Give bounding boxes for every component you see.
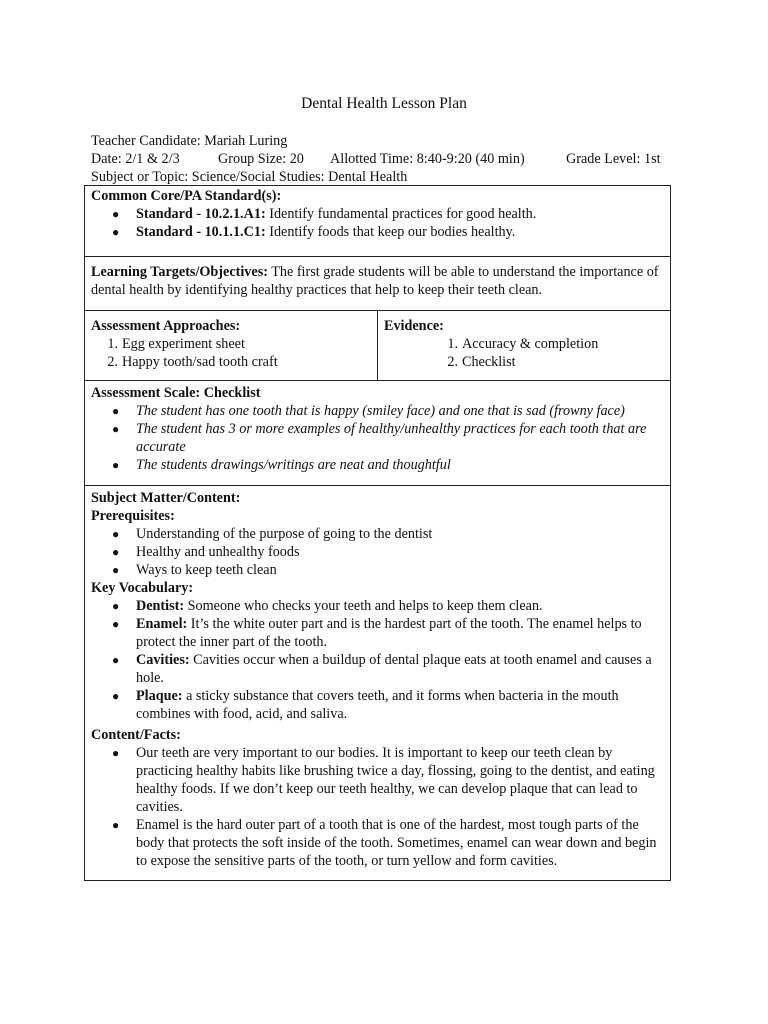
vocab-heading: Key Vocabulary: — [91, 580, 194, 596]
list-item — [91, 223, 664, 241]
list-item: ● The student has 3 or more examples of healthy/unhealthy practices for each tooth that are accurate — [91, 420, 664, 456]
list-item — [91, 687, 664, 723]
evidence-list — [384, 335, 664, 371]
standard-code: Standard - 10.1.1.C1: — [136, 224, 266, 240]
list-item: 1. Egg experiment sheet — [107, 336, 245, 352]
vocab-def: a sticky substance that covers teeth, and it forms when bacteria in the mouth combines with food, acid, and saliva. — [136, 688, 619, 722]
standards-heading: Common Core/PA Standard(s): — [91, 188, 282, 204]
list-item: 2. Happy tooth/sad tooth craft — [107, 354, 278, 370]
assessment-heading: Assessment Approaches: — [91, 318, 241, 334]
lesson-plan-table — [84, 185, 671, 881]
objectives-text: The first grade students will be able to understand the importance of dental health by identifying healthy practices that help to keep their teeth clean. — [91, 264, 659, 298]
teacher-row — [91, 132, 681, 150]
assessment-cell — [85, 311, 378, 381]
scale-list — [91, 402, 664, 474]
list-item: ● Ways to keep teeth clean — [91, 561, 664, 579]
list-item: ● Understanding of the purpose of going to the dentist — [91, 525, 664, 543]
details-row — [91, 150, 681, 168]
assessment-row — [85, 311, 671, 381]
list-item: ● Enamel is the hard outer part of a tooth that is one of the hardest, most tough parts of the body that protects the soft inside of the tooth. Sometimes, enamel can wear down and begin to expose the sensitive parts of the tooth, or turn yellow and form cavities. — [91, 816, 664, 870]
list-item: 2. Checklist — [447, 354, 516, 370]
subject-topic: Subject or Topic: Science/Social Studies: Dental Health — [91, 169, 408, 185]
list-item — [91, 651, 664, 687]
objectives-heading: Learning Targets/Objectives: — [91, 264, 268, 280]
standard-text: Identify fundamental practices for good health. — [265, 206, 537, 222]
objectives-cell — [85, 257, 671, 311]
content-row — [85, 486, 671, 881]
list-item — [91, 615, 664, 651]
standard-text: Identify foods that keep our bodies healthy. — [265, 224, 516, 240]
vocab-term: Plaque: — [136, 688, 183, 704]
evidence-cell — [378, 311, 671, 381]
lesson-date: Date: 2/1 & 2/3 — [91, 151, 180, 167]
evidence-heading: Evidence: — [384, 318, 444, 334]
standards-list — [91, 205, 664, 241]
scale-row — [85, 381, 671, 486]
content-cell — [85, 486, 671, 881]
vocab-def: Cavities occur when a buildup of dental plaque eats at tooth enamel and causes a hole. — [136, 652, 652, 686]
teacher-candidate: Teacher Candidate: Mariah Luring — [91, 133, 288, 149]
assessment-list — [91, 335, 371, 371]
group-size: Group Size: 20 — [218, 151, 304, 167]
list-item — [91, 597, 664, 615]
objectives-row — [85, 257, 671, 311]
document-title: Dental Health Lesson Plan — [301, 95, 467, 112]
grade-level: Grade Level: 1st — [566, 151, 661, 167]
lesson-header — [91, 132, 681, 186]
list-item — [91, 205, 664, 223]
facts-list — [91, 744, 664, 870]
prereq-heading: Prerequisites: — [91, 508, 175, 524]
vocab-list — [91, 597, 664, 723]
prereq-list — [91, 525, 664, 579]
list-item: ● Our teeth are very important to our bodies. It is important to keep our teeth clean by practicing healthy habits like brushing twice a day, flossing, going to the dentist, and eating healthy foods. If we don’t keep our teeth healthy, we can develop plaque that can lead to cavities. — [91, 744, 664, 816]
list-item: 1. Accuracy & completion — [447, 336, 599, 352]
list-item: ● Healthy and unhealthy foods — [91, 543, 664, 561]
standards-row — [85, 186, 671, 257]
subject-row — [91, 168, 681, 186]
standards-cell — [85, 186, 671, 257]
vocab-def: Someone who checks your teeth and helps to keep them clean. — [184, 598, 543, 614]
vocab-def: It’s the white outer part and is the hardest part of the tooth. The enamel helps to protect the inner part of the tooth. — [136, 616, 642, 650]
list-item: ● The student has one tooth that is happy (smiley face) and one that is sad (frowny face) — [91, 402, 664, 420]
content-heading: Subject Matter/Content: — [91, 490, 241, 506]
list-item: ● The students drawings/writings are neat and thoughtful — [91, 456, 664, 474]
vocab-term: Dentist: — [136, 598, 185, 614]
standard-code: Standard - 10.2.1.A1: — [136, 206, 266, 222]
vocab-term: Enamel: — [136, 616, 188, 632]
scale-heading: Assessment Scale: Checklist — [91, 385, 261, 401]
scale-cell — [85, 381, 671, 486]
allotted-time: Allotted Time: 8:40-9:20 (40 min) — [330, 151, 525, 167]
facts-heading: Content/Facts: — [91, 727, 181, 743]
vocab-term: Cavities: — [136, 652, 190, 668]
